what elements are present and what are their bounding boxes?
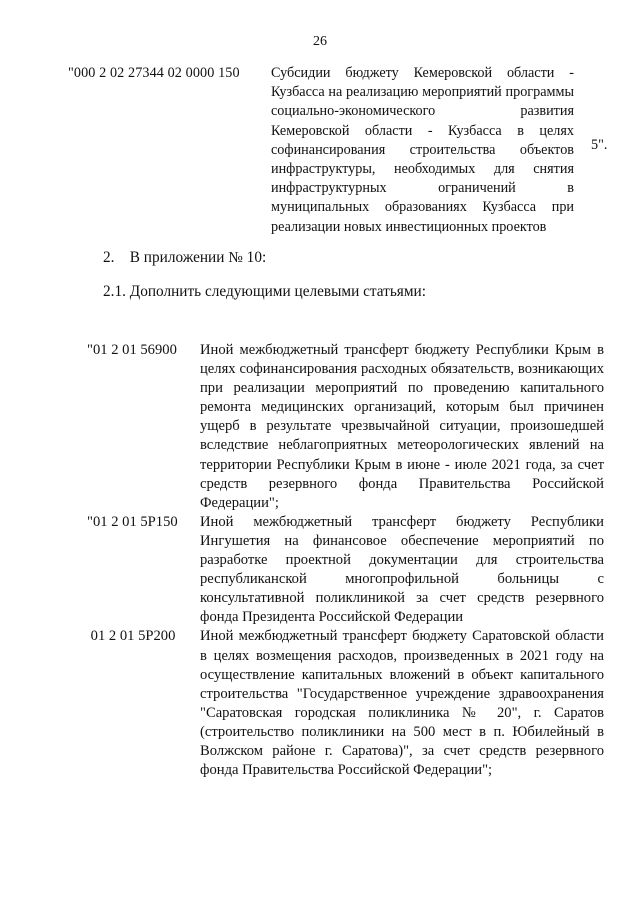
page-number: 26 <box>313 34 327 49</box>
target-article-code: 01 2 01 5Р200 <box>87 628 176 645</box>
section-item-2-1: 2.1. Дополнить следующими целевыми статьями: <box>103 283 426 300</box>
target-article-entry <box>87 627 607 780</box>
target-article-entry <box>87 341 607 513</box>
target-article-code: "01 2 01 56900 <box>87 342 177 358</box>
target-article-entry <box>87 513 607 628</box>
budget-code: "000 2 02 27344 02 0000 150 <box>68 65 240 81</box>
target-articles-list <box>87 341 607 780</box>
target-article-code: "01 2 01 5Р150 <box>87 513 178 530</box>
target-article-text: Иной межбюджетный трансферт бюджету Республики Крым в целях софинансирования расходных обязательств, возникающих при реализации мероприятий по проведению капитального ремонта медицинских организаций, которым был причинен ущерб в результате чрезвычайной ситуации, произошедшей вследствие неблагоприятных метеорологических явлений на территории Республики Крым в июне - июле 2021 года, за счет средств резервного фонда Правительства Российской Федерации"; <box>200 342 604 511</box>
budget-description: Субсидии бюджету Кемеровской области - Кузбасса на реализацию мероприятий программы социально-экономического развития Кемеровской области - Кузбасса в целях софинансирования строительства объектов инфраструктуры, необходимых для снятия инфраструктурных ограничений в муниципальных образованиях Кузбасса при реализации новых инвестиционных проектов <box>271 65 574 235</box>
section-item-2: 2. В приложении № 10: <box>103 249 267 266</box>
target-article-text: Иной межбюджетный трансферт бюджету Республики Ингушетия на финансовое обеспечение мероприятий по разработке проектной документации для строительства республиканской многопрофильной больницы с консультативной поликлиникой за счет средств резервного фонда Президента Российской Федерации <box>200 513 604 626</box>
target-article-text: Иной межбюджетный трансферт бюджету Саратовской области в целях возмещения расходов, произведенных в 2021 году на осуществление капитальных вложений в объект капитального строительства "Государственное учреждение здравоохранения "Саратовская городская поликлиника № 20", г. Саратов (строительство поликлиники на 500 мест в п. Юбилейный в Волжском районе г. Саратова)", за счет средств резервного фонда Правительства Российской Федерации"; <box>200 628 604 779</box>
budget-trailing-value: 5". <box>591 137 608 153</box>
